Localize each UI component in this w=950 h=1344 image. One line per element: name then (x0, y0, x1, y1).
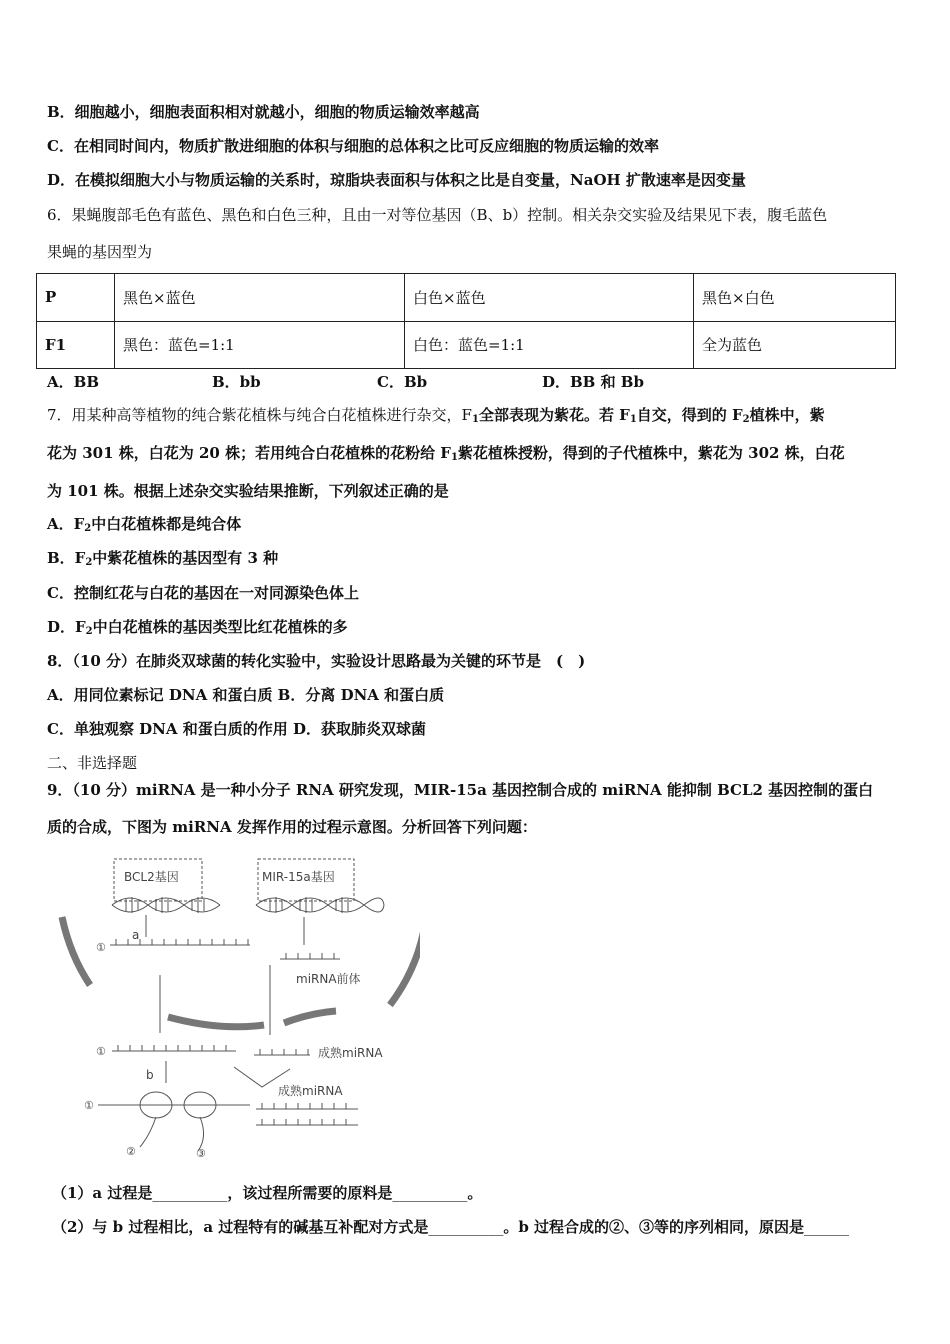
q6-cross-table (36, 273, 896, 369)
q5-option-c: C．在相同时间内，物质扩散进细胞的体积与细胞的总体积之比可反应细胞的物质运输的效率 (47, 137, 659, 155)
table-cell: P (37, 274, 115, 322)
nuclear-membrane (168, 1017, 264, 1027)
q7-stem-line2: 花为 301 株，白花为 20 株；若用纯合白花植株的花粉给 $F_1$紫花植株授粉，得到的子代植株中，紫花为 302 株，白花 (47, 444, 845, 463)
q9-subquestion-1: （1）a 过程是__________，该过程所需要的原料是__________。 (52, 1184, 483, 1202)
circled-2: ② (126, 1145, 136, 1158)
mature-mirna-label-2: 成熟miRNA (278, 1084, 343, 1098)
nuclear-membrane (390, 917, 420, 1005)
q6-stem-line2: 果蝇的基因型为 (47, 243, 153, 261)
mirna-bound-strand (256, 1119, 358, 1125)
q6-option-b: B．bb (212, 373, 261, 391)
q7-option-d: D．$F_2$中白花植株的基因类型比红花植株的多 (47, 618, 348, 637)
q9-subquestion-2: （2）与 b 过程相比，a 过程特有的碱基互补配对方式是__________。b 过程合成的②、③等的序列相同，原因是______ (52, 1218, 850, 1236)
dna-helix-icon (112, 897, 220, 913)
answer-blank[interactable]: __________ (428, 1218, 504, 1236)
table-cell: 白色：蓝色=1:1 (405, 321, 694, 369)
section-heading: 二、非选择题 (47, 754, 138, 772)
q5-option-b: B．细胞越小，细胞表面积相对就越小，细胞的物质运输效率越高 (47, 103, 480, 121)
table-cell: 白色×蓝色 (405, 274, 694, 322)
nuclear-membrane (62, 917, 90, 985)
q9-stem-line1: 9．（10 分）miRNA 是一种小分子 RNA 研究发现，MIR-15a 基因控制合成的 miRNA 能抑制 BCL2 基因控制的蛋白 (47, 781, 874, 799)
bcl2-gene-label: BCL2基因 (124, 870, 179, 884)
table-cell: 黑色×蓝色 (115, 274, 405, 322)
q7-option-a: A．$F_2$中白花植株都是纯合体 (47, 515, 242, 534)
dna-helix-icon (256, 897, 384, 913)
table-row (37, 274, 896, 322)
nuclear-membrane (284, 1011, 336, 1023)
q9-stem-line2: 质的合成，下图为 miRNA 发挥作用的过程示意图。分析回答下列问题： (47, 818, 537, 836)
table-row (37, 321, 896, 369)
answer-blank[interactable]: ______ (804, 1218, 850, 1236)
circled-1: ① (96, 941, 106, 954)
table-cell: 黑色×白色 (694, 274, 896, 322)
circled-1: ① (84, 1099, 94, 1112)
q6-option-c: C．Bb (377, 373, 428, 391)
mirna-precursor-strand (280, 953, 340, 959)
table-cell: F1 (37, 321, 115, 369)
mature-mirna-label-1: 成熟miRNA (318, 1046, 383, 1060)
mrna-strand (112, 1045, 236, 1051)
mirna-precursor-label: miRNA前体 (296, 972, 361, 986)
answer-blank[interactable]: __________ (152, 1184, 228, 1202)
q5-option-d: D．在模拟细胞大小与物质运输的关系时，琼脂块表面积与体积之比是自变量，NaOH 扩散速率是因变量 (47, 171, 746, 189)
q7-option-c: C．控制红花与白花的基因在一对同源染色体上 (47, 584, 359, 602)
table-cell: 黑色：蓝色=1:1 (115, 321, 405, 369)
mrna-strand (110, 939, 250, 945)
process-b-label: b (146, 1068, 154, 1082)
q6-stem-line1: 6．果蝇腹部毛色有蓝色、黑色和白色三种，且由一对等位基因（B、b）控制。相关杂交实验及结果见下表，腹毛蓝色 (47, 206, 828, 224)
q7-stem-line3: 为 101 株。根据上述杂交实验结果推断，下列叙述正确的是 (47, 482, 449, 500)
peptide-chain (198, 1117, 204, 1151)
q7-stem-line1: 7．用某种高等植物的纯合紫花植株与纯合白花植株进行杂交，$F_1$全部表现为紫花。若 $F_1$自交，得到的 $F_2$植株中，紫 (47, 406, 825, 425)
answer-blank[interactable]: __________ (392, 1184, 468, 1202)
q6-option-d: D．BB 和 Bb (542, 373, 644, 391)
q6-option-a: A．BB (47, 373, 99, 391)
circled-3: ③ (196, 1147, 206, 1160)
process-a-label: a (132, 928, 140, 942)
q7-option-b: B．$F_2$中紫花植株的基因型有 3 种 (47, 549, 279, 568)
mrna-strand (256, 1103, 358, 1109)
mature-mirna-strand (254, 1049, 310, 1055)
peptide-chain (140, 1117, 156, 1147)
mirna-process-figure (40, 855, 420, 1165)
q8-options-ab: A．用同位素标记 DNA 和蛋白质 B．分离 DNA 和蛋白质 (47, 686, 445, 704)
q8-stem: 8．（10 分）在肺炎双球菌的转化实验中，实验设计思路最为关键的环节是 ( ) (47, 652, 586, 670)
circled-1: ① (96, 1045, 106, 1058)
mir15a-gene-label: MIR-15a基因 (262, 870, 335, 884)
q8-options-cd: C．单独观察 DNA 和蛋白质的作用 D．获取肺炎双球菌 (47, 720, 426, 738)
table-cell: 全为蓝色 (694, 321, 896, 369)
